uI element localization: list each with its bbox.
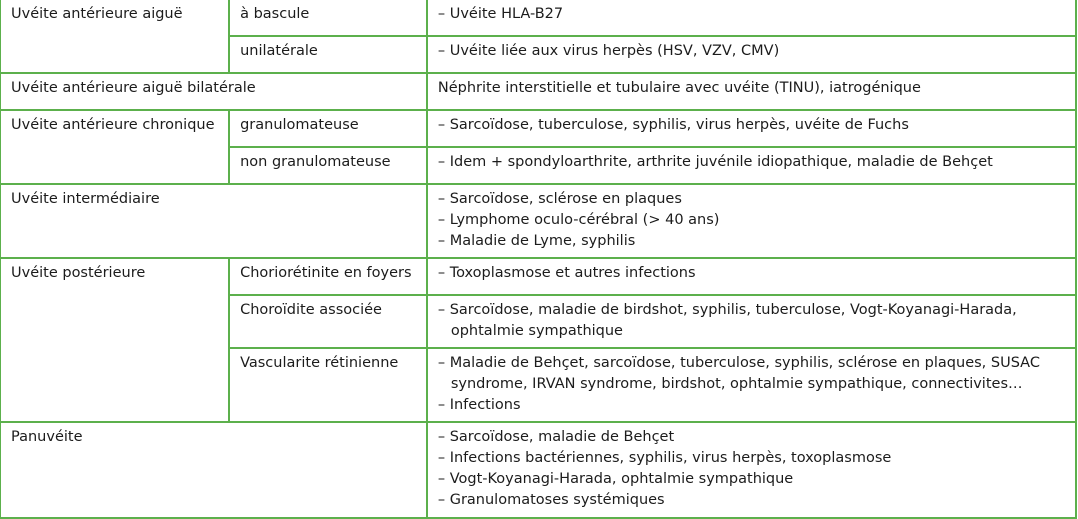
subtype-cell bbox=[229, 110, 427, 147]
category-cell bbox=[0, 110, 229, 184]
table-row bbox=[0, 422, 1076, 518]
causes-cell bbox=[427, 73, 1076, 110]
subtype-label: Vascularite rétinienne bbox=[240, 355, 399, 371]
cause-line: – Idem + spondyloarthrite, arthrite juvénile idiopathique, maladie de Behçet bbox=[437, 154, 993, 170]
category-label: Uvéite postérieure bbox=[11, 265, 146, 281]
cause-line: Néphrite interstitielle et tubulaire avec uvéite (TINU), iatrogénique bbox=[437, 80, 921, 96]
category-label: Uvéite antérieure chronique bbox=[11, 117, 215, 133]
subtype-cell bbox=[229, 348, 427, 422]
subtype-cell bbox=[229, 258, 427, 295]
causes-cell bbox=[427, 184, 1076, 258]
cause-line: – Infections bbox=[437, 397, 521, 413]
causes-cell bbox=[427, 36, 1076, 73]
table-row bbox=[0, 258, 1076, 295]
causes-cell bbox=[427, 422, 1076, 518]
cause-line: – Sarcoïdose, maladie de birdshot, syphilis, tuberculose, Vogt-Koyanagi-Harada, bbox=[437, 302, 1017, 318]
subtype-label: unilatérale bbox=[240, 43, 318, 59]
category-label: Uvéite antérieure aiguë bbox=[11, 6, 183, 22]
causes-cell bbox=[427, 258, 1076, 295]
causes-cell bbox=[427, 147, 1076, 184]
category-cell bbox=[0, 73, 427, 110]
causes-cell bbox=[427, 0, 1076, 36]
subtype-cell bbox=[229, 0, 427, 36]
subtype-label: Choriorétinite en foyers bbox=[240, 265, 412, 281]
cause-line: – Uvéite HLA-B27 bbox=[437, 6, 564, 22]
subtype-label: non granulomateuse bbox=[240, 154, 391, 170]
category-cell bbox=[0, 184, 427, 258]
table-row bbox=[0, 110, 1076, 147]
table-row bbox=[0, 184, 1076, 258]
causes-cell bbox=[427, 110, 1076, 147]
cause-line-continuation: ophtalmie sympathique bbox=[450, 323, 623, 339]
subtype-cell bbox=[229, 147, 427, 184]
cause-line: – Toxoplasmose et autres infections bbox=[437, 265, 696, 281]
cause-line: – Vogt-Koyanagi-Harada, ophtalmie sympathique bbox=[437, 471, 794, 487]
subtype-label: Choroïdite associée bbox=[240, 302, 382, 318]
subtype-cell bbox=[229, 36, 427, 73]
category-cell bbox=[0, 0, 229, 73]
cause-line: – Infections bactériennes, syphilis, virus herpès, toxoplasmose bbox=[437, 450, 892, 466]
cause-line: – Sarcoïdose, maladie de Behçet bbox=[437, 429, 675, 445]
cause-line: – Sarcoïdose, sclérose en plaques bbox=[437, 191, 682, 207]
subtype-label: à bascule bbox=[240, 6, 310, 22]
category-label: Uvéite intermédiaire bbox=[11, 191, 160, 207]
cause-line: – Lymphome oculo-cérébral (> 40 ans) bbox=[437, 212, 720, 228]
category-label: Panuvéite bbox=[11, 429, 83, 445]
category-cell bbox=[0, 258, 229, 422]
cause-line: – Maladie de Lyme, syphilis bbox=[437, 233, 636, 249]
cause-line-continuation: syndrome, IRVAN syndrome, birdshot, ophtalmie sympathique, connectivites… bbox=[450, 376, 1023, 392]
category-cell bbox=[0, 422, 427, 518]
cause-line: – Sarcoïdose, tuberculose, syphilis, virus herpès, uvéite de Fuchs bbox=[437, 117, 909, 133]
category-label: Uvéite antérieure aiguë bilatérale bbox=[11, 80, 256, 96]
causes-cell bbox=[427, 348, 1076, 422]
subtype-cell bbox=[229, 295, 427, 348]
cause-line: – Granulomatoses systémiques bbox=[437, 492, 665, 508]
cause-line: – Uvéite liée aux virus herpès (HSV, VZV, CMV) bbox=[437, 43, 780, 59]
table-row bbox=[0, 73, 1076, 110]
table-row bbox=[0, 0, 1076, 36]
cause-line: – Maladie de Behçet, sarcoïdose, tuberculose, syphilis, sclérose en plaques, SUSAC bbox=[437, 355, 1040, 371]
subtype-label: granulomateuse bbox=[240, 117, 359, 133]
causes-cell bbox=[427, 295, 1076, 348]
